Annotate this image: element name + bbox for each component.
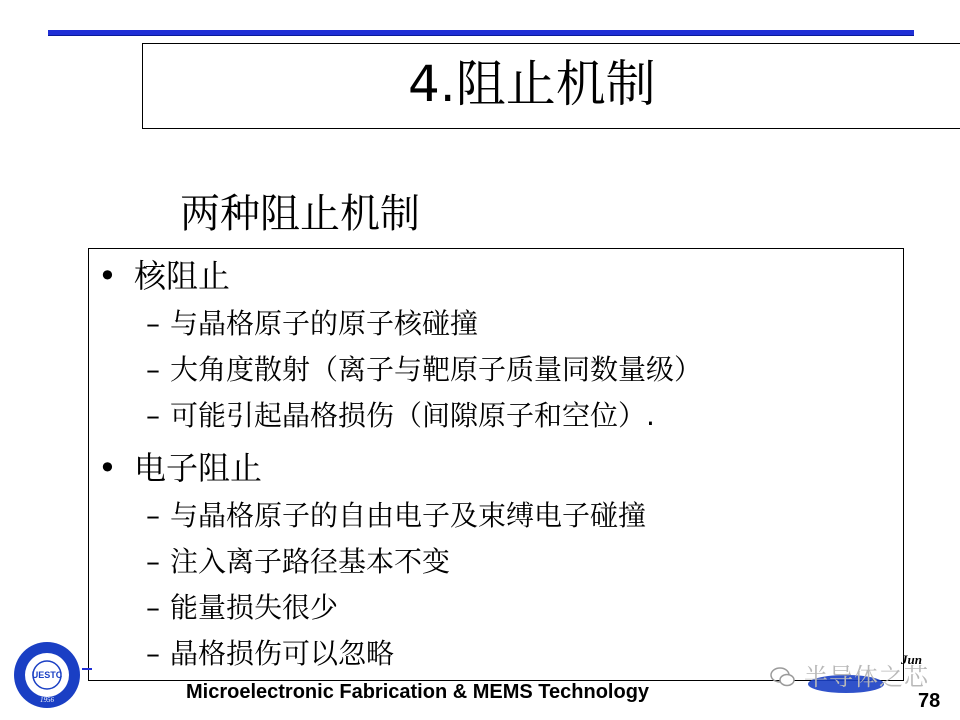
dash: –: [146, 545, 160, 578]
university-seal-logo: [12, 640, 82, 710]
bullet-heading: 核阻止: [134, 257, 231, 295]
dash: –: [146, 499, 160, 532]
sub-item-text: 晶格损伤可以忽略: [170, 637, 395, 670]
sub-item: [146, 306, 478, 342]
watermark: 半导体之芯: [804, 663, 929, 691]
sub-item: [146, 498, 646, 534]
course-title: Microelectronic Fabrication & MEMS Technology: [186, 681, 650, 703]
sub-item-text: 大角度散射（离子与靶原子质量同数量级）: [170, 353, 703, 386]
wechat-icon: [770, 666, 796, 688]
sub-item: [146, 544, 450, 580]
bullet-electronic-stopping: [98, 448, 262, 488]
header-rule: [48, 30, 914, 36]
bullet-dot: •: [98, 449, 117, 487]
sub-item-text: 注入离子路径基本不变: [170, 545, 451, 578]
sub-item: [146, 590, 338, 626]
sub-item: [146, 398, 655, 434]
dash: –: [146, 591, 160, 624]
dash: –: [146, 637, 160, 670]
dash: –: [146, 353, 160, 386]
slide-title: 4.阻止机制: [408, 55, 656, 113]
dash: –: [146, 307, 160, 340]
sub-item: [146, 352, 702, 388]
sub-item-text: 与晶格原子的自由电子及束缚电子碰撞: [170, 499, 647, 532]
logo-text: UESTC: [31, 670, 63, 680]
footer-rule: [82, 668, 92, 670]
bullet-nuclear-stopping: [98, 256, 230, 296]
author-mark: Jun: [901, 652, 922, 667]
sub-item-text: 能量损失很少: [170, 591, 339, 624]
slide-subtitle: 两种阻止机制: [180, 191, 420, 237]
sub-item-text: 与晶格原子的原子核碰撞: [170, 307, 479, 340]
bullet-dot: •: [98, 257, 117, 295]
page-number: 78: [918, 690, 941, 712]
dash: –: [146, 399, 160, 432]
logo-year: 1956: [40, 696, 54, 704]
sub-item-text: 可能引起晶格损伤（间隙原子和空位）.: [170, 399, 655, 432]
bullet-heading: 电子阻止: [134, 449, 263, 487]
sub-item: [146, 636, 394, 672]
